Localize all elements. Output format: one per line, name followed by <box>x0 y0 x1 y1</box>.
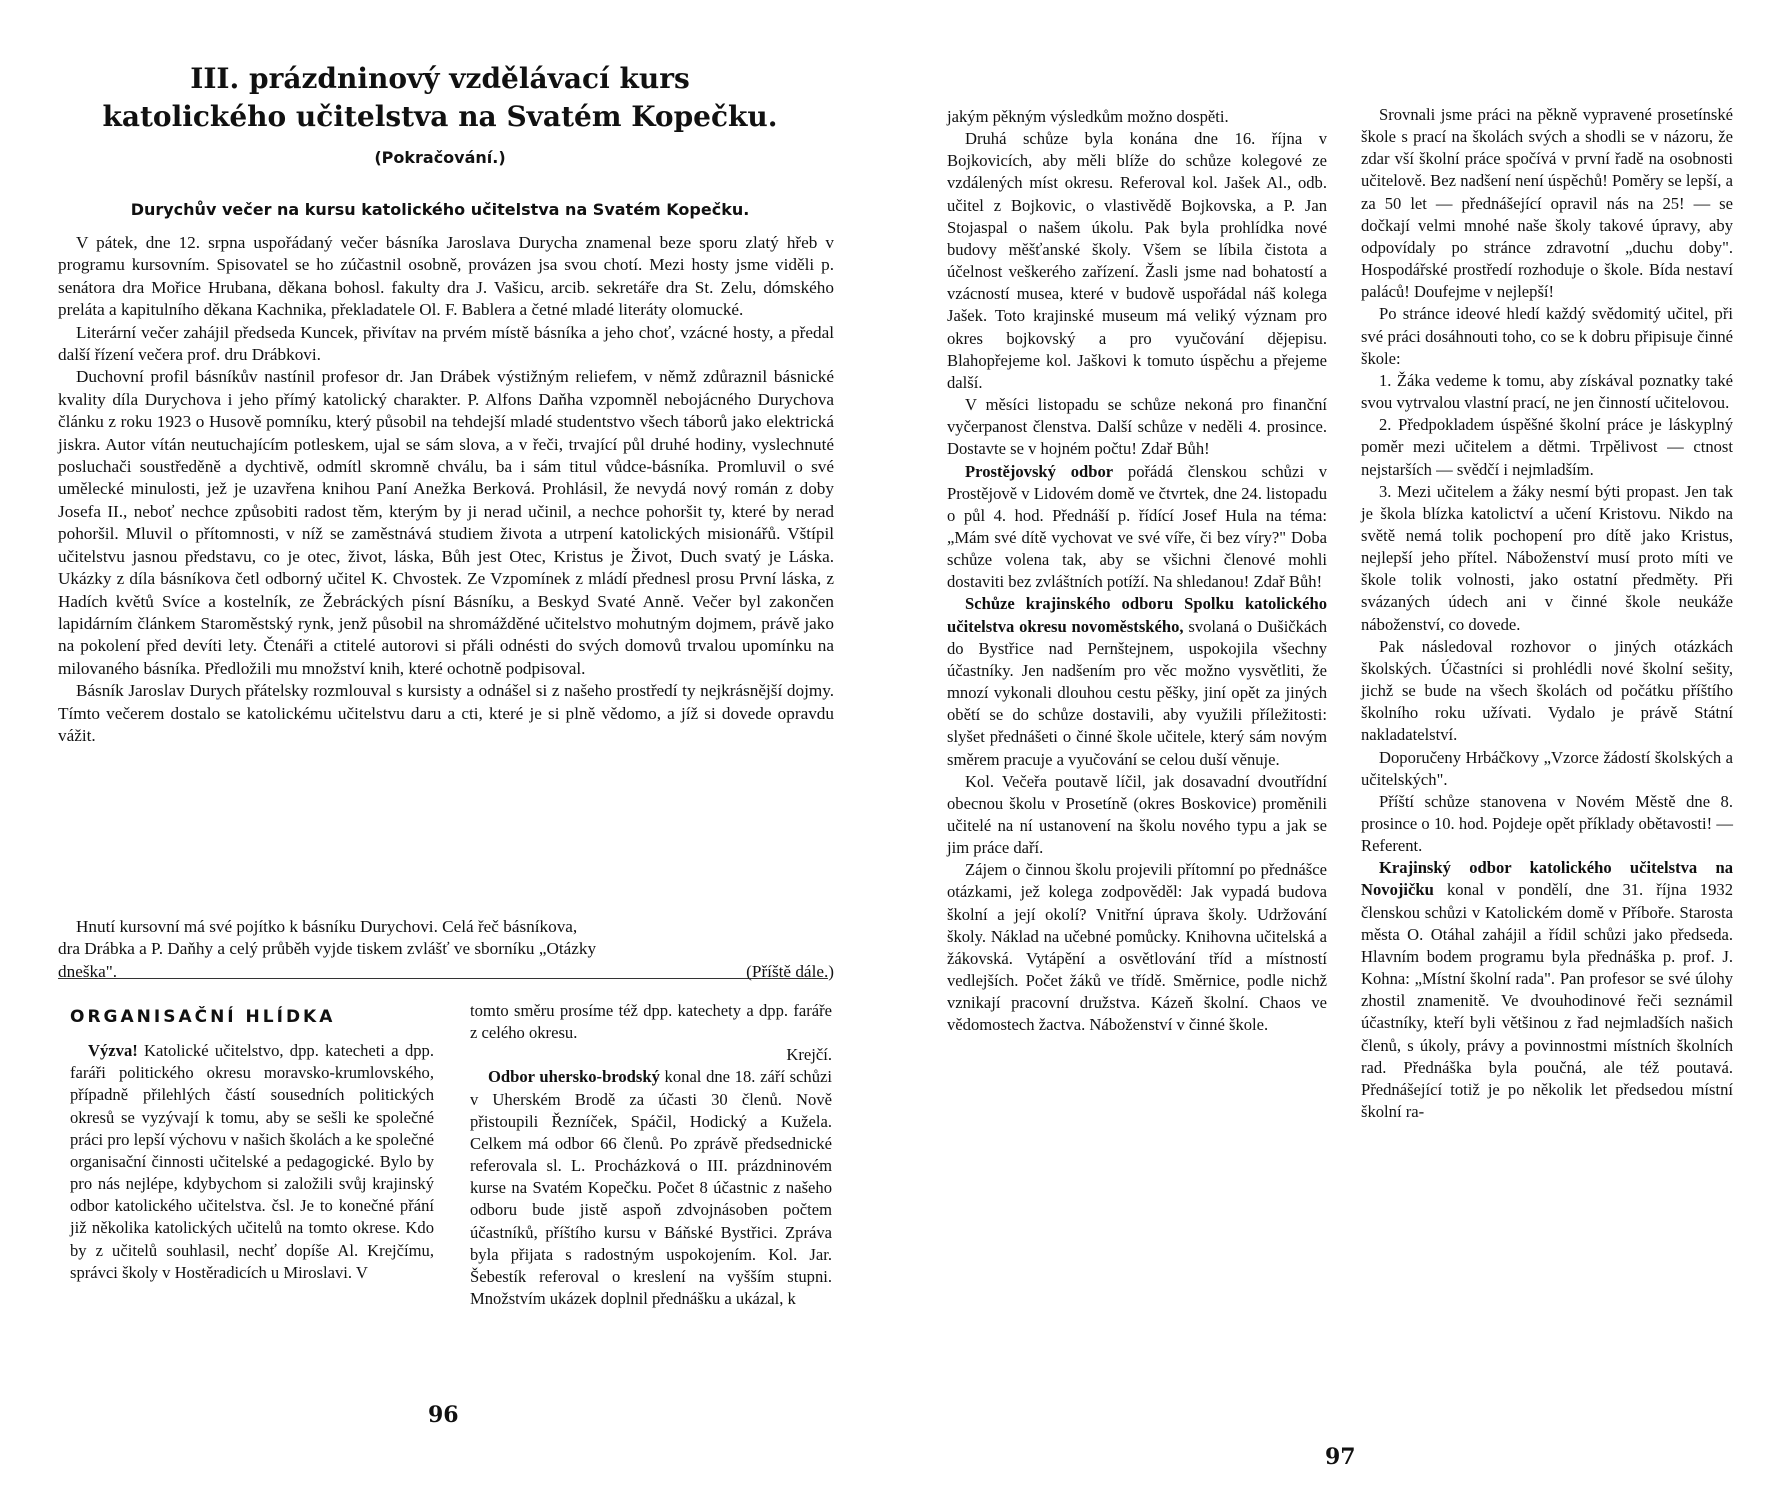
closing-line-3-text: dneška". <box>58 961 118 981</box>
signature: Krejčí. <box>786 1045 832 1065</box>
continued-note: (Příště dále.) <box>746 961 834 981</box>
article-subtitle: (Pokračování.) <box>374 148 506 167</box>
column-paragraph: 3. Mezi učitelem a žáky nesmí býti propast. Jen tak je škola blízka katolictví a učení Kristovu. Nikdo na světě nemá tolik pochopení pro dítě jako Kristus, nejlepší jeho přítel. Náboženství musí proto míti ve škole tolik volnosti, jako ostatní předměty. Při svázaných údech ani v činné škole neukáže náboženství, co dovede. <box>1361 481 1733 634</box>
column-paragraph <box>1361 857 1733 1123</box>
column-paragraph: Druhá schůze byla konána dne 16. října v Bojkovicích, aby měli blíže do schůze kolegové ze vzdálených míst okresu. Referoval kol. Jašek Al., odb. učitel z Bojkovic, o vlastivědě Bojkovska, a P. Jan Stojaspal o našem úkolu. Pak byla prohlídka nové budovy měšťanské školy. Všem se líbila čistota a účelnost veškerého zařízení. Žasli jsme nad bohatostí a vzácností musea, které v budově uspořádal náš kolega Jašek. Toto krajinské museum má veliký význam pro okres bojkovský a pro vyučování dějepisu. Blahopřejeme kol. Jaškovi k tomuto úspěchu a přejeme další. <box>947 129 1327 392</box>
column-3 <box>947 106 1327 1037</box>
article-paragraph: Duchovní profil básníkův nastínil profesor dr. Jan Drábek výstižným reliefem, v němž zdůraznil básnické kvality díla Durychova i jeho přímý katolický charakter. P. Alfons Daňha vzpomněl nebojácného Durychova článku z roku 1923 o Husově pomníku, který působil na tehdejší mladé studentstvo všech táborů jako elektrická jiskra. Autor vítán neutuchajícím potleskem, ujal se sám slova, a v řeči, trvající půl druhé hodiny, vyslechnuté posluchači soustředěně a dychtivě, odmítl skromně chválu, ba i sám titul vůdce-básníka. Promluvil o své umělecké minulosti, jež je uzavřena knihou Paní Anežka Berková. Prohlásil, že nevydá nový román z doby Josefa II., neboť nechce způsobiti radost těm, kterým by ji nerad učinil, a nechce pohoršit ty, které by nerad pohoršil. Mluvil o přítomnosti, v níž se zaměstnává studiem života a utrpení katolických misionářů. Vštípil učitelstvu jasnou představu, co je otec, život, láska, Bůh jest Otec, Kristus je Život, Duch svatý je Láska. Ukázky z díla básníkova četl odborný učitel K. Chvostek. Ze Vzpomínek z mládí přednesl prosu První láska, z Hadích květů Svíce a kostelník, ze Žebráckých písní Básníku, a Beskyd Svaté Anně. Večer byl zakončen lapidárním článkem Staroměstský rynk, jenž působil na shromážděné učitelstvo mohutným dojmem, právě jako na pokolení před devíti lety. Čtenáři a ctitelé autorovi si přáli odnésti do svých domovů trvalou upomínku na milovaného básníka. Předložili mu množství knih, které ochotně podpisoval. <box>58 367 834 678</box>
paragraph-text: konal dne 18. září schůzi v Uherském Brodě za účasti 30 členů. Nově přistoupili Řezníček, Spáčil, Hodický a Kužela. Celkem má odbor 66 členů. Po zprávě předsednické referovala sl. L. Procházková o III. prázdninovém kurse na Svatém Kopečku. Počet 8 účastnic z našeho odboru bude jistě aspoň zdvojnásoben počtem účastníků, příštího kursu v Báňské Bystřici. Zpráva byla přijata s radostným uspokojením. Kol. Jar. Šebestík referoval o kreslení na vyšším stupni. Množstvím ukázek doplnil přednášku a ukázal, k <box>470 1067 832 1309</box>
column-paragraph: 1. Žáka vedeme k tomu, aby získával poznatky také svou vytrvalou vlastní prací, ne jen činností učitelovou. <box>1361 370 1733 413</box>
column-1 <box>70 1006 434 1284</box>
column-paragraph <box>70 1040 434 1284</box>
page-number: 96 <box>428 1402 459 1428</box>
column-paragraph <box>947 461 1327 594</box>
column-2 <box>470 1000 832 1310</box>
lead-text: Odbor uhersko-brodský <box>488 1067 660 1087</box>
closing-line-1: Hnutí kursovní má své pojítko k básníku Durychovi. Celá řeč básníkova, <box>76 917 578 936</box>
page-number: 97 <box>1325 1444 1356 1470</box>
article-title <box>40 60 840 136</box>
column-paragraph: Doporučeny Hrbáčkovy „Vzorce žádostí školských a učitelských". <box>1361 747 1733 789</box>
article-paragraph: V pátek, dne 12. srpna uspořádaný večer básníka Jaroslava Durycha znamenal beze sporu zlatý hřeb v programu kursovním. Spisovatel se ho zúčastnil osobně, provázen jsa svou chotí. Mezi hosty jsme viděli p. senátora dra Mořice Hrubana, děkana bohosl. fakulty dra J. Vašicu, arcib. sekretáře dra St. Zelu, dómského preláta a kapitulního děkana Kachnika, překladatele Ol. F. Bablera a četné mladé literáty olomucké. <box>58 233 834 320</box>
paragraph-text: konal v pondělí, dne 31. října 1932 členskou schůzi v Katolickém domě v Příboře. Starosta města O. Otáhal zahájil a řídil schůzi jako předseda. Hlavním bodem programu byla přednáška p. prof. J. Kohna: „Místní školní rada". Pan profesor se své úlohy zhostil znamenitě. Ve dvouhodinové řeči seznámil účastníky, kteří byli většinou z řad nejmladších našich členů, s úkoly, právy a povinnostmi místních školních rad. Přednáška byla poučná, ale též poutavá. Přednášející totiž je po několik let předsedou místní školní ra- <box>1361 880 1733 1122</box>
article-paragraph: Básník Jaroslav Durych přátelsky rozmlouval s kursisty a odnášel si z našeho prostředí ty nejkrásnější dojmy. Tímto večerem dostalo se katolickému učitelstvu daru a cti, které je si plně vědomo, a jíž si dovede opravdu vážit. <box>58 681 834 745</box>
org-heading: ORGANISAČNÍ HLÍDKA <box>70 1007 336 1027</box>
column-paragraph: V měsíci listopadu se schůze nekoná pro finanční vyčerpanost členstva. Další schůze v neděli 4. prosince. Dostavte se v hojném počtu! Zdař Bůh! <box>947 395 1327 459</box>
paragraph-text: Katolické učitelstvo, dpp. katecheti a dpp. faráři politického okresu moravsko-krumlovského, případně přilehlých částí sousedních politických okresů se vyzývají k tomu, aby se sešli ke společné práci pro lepší výchovu v našich školách a ke společné organisační činnosti učitelské a pedagogické. Bylo by pro nás nejlépe, kdybychom si založili svůj krajinský odbor katolického učitelstva. čsl. Je to konečné přání již několika katolických učitelů na tomto okrese. Kdo by z učitelů souhlasil, nechť dopíše Al. Krejčímu, správci školy v Hostěradicích u Miroslavi. V <box>70 1041 434 1282</box>
closing-line-2: dra Drábka a P. Daňhy a celý průběh vyjde tiskem zvlášť ve sborníku „Otázky <box>58 939 597 959</box>
column-paragraph: Příští schůze stanovena v Novém Městě dne 8. prosince o 10. hod. Pojdeje opět příklady obětavosti! — Referent. <box>1361 791 1733 856</box>
article-body <box>58 232 834 747</box>
title-line-2: katolického učitelstva na Svatém Kopečku. <box>102 100 778 133</box>
column-paragraph: tomto směru prosíme též dpp. katechety a dpp. faráře z celého okresu. <box>470 1001 832 1043</box>
lead-text: Krajinský odbor katolického učitelstva na Novojičku <box>1361 858 1733 900</box>
lead-text: Prostějovský odbor <box>965 461 1114 481</box>
column-paragraph: Pak následoval rozhovor o jiných otázkách školských. Účastníci si prohlédli nové školní sešity, jichž se bude na všech školách od počátku příštího školního roku užívati. Vydalo je právě Státní nakladatelství. <box>1361 636 1733 745</box>
paragraph-text: svolaná o Dušičkách do Bystřice nad Pernštejnem, uspokojila všechny účastníky. Jen nadšením pro věc možno vysvětliti, že mnozí vykonali dlouhou cestu pěšky, jiní opět za jiných obětí se do schůze dostavili, aby využili příležitosti: slyšet přednášeti o činné škole učitele, který sám novým směrem pracuje a vyučování se celou duší věnuje. <box>947 616 1327 769</box>
column-paragraph: Zájem o činnou školu projevili přítomní po přednášce otázkami, jež kolega zodpověděl: Jak vypadá budova školní a její okolí? Vnitřní úprava školy. Udržování školy. Náklad na učebné pomůcky. Knihovna učitelská a žákovská. Vytápění a osvětlování tříd a místností vedlejších. Počet žáků ve třídě. Směrnice, podle nichž vznikají pracovní družstva. Kázeň školní. Chaos ve vědomostech žactva. Náboženství v činné škole. <box>947 860 1327 1035</box>
closing-line-3 <box>58 961 834 983</box>
column-paragraph: Srovnali jsme práci na pěkně vypravené prosetínské škole s prací na školách svých a shodli se v názoru, že zdar vší školní práce spočívá v první řadě na osobnosti učitelově. Bez nadšení není úspěchů! Poměry se lepší, a za 50 let — přednášející opravil nás na 25! — se dočkají velmi mnohé naše školy takové úpravy, aby odpovídaly po stránce zdravotní „duchu doby". Hospodářské prostředí rozhoduje o škole. Bída nestaví paláců! Doufejme v nejlepší! <box>1361 105 1733 302</box>
column-paragraph: jakým pěkným výsledkům možno dospěti. <box>947 107 1229 126</box>
column-paragraph: Kol. Večeřa poutavě líčil, jak dosavadní dvoutřídní obecnou školu v Prosetíně (okres Boskovice) proměnili učitelé na ní ustanovení na školu nového typu a jak se jim práce daří. <box>947 771 1327 858</box>
column-paragraph: 2. Předpokladem úspěšné školní práce je láskyplný poměr mezi učitelem a dětmi. Trpělivost — ctnost nejstarších — svědčí i nejmladším. <box>1361 415 1733 479</box>
lead-text: Výzva! <box>88 1041 138 1061</box>
section-heading: Durychův večer na kursu katolického učitelstva na Svatém Kopečku. <box>130 200 750 219</box>
title-line-1: III. prázdninový vzdělávací kurs <box>190 62 690 95</box>
lead-text: Schůze krajinského odboru Spolku katolického učitelstva okresu novoměstského, <box>947 594 1327 636</box>
column-paragraph <box>947 593 1327 770</box>
column-4 <box>1361 104 1733 1123</box>
column-paragraph <box>470 1066 832 1310</box>
article-closing <box>58 916 834 983</box>
section-divider <box>58 978 828 979</box>
article-paragraph: Literární večer zahájil předseda Kuncek, přivítav na prvém místě básníka a jeho choť, vzácné hosty, a předal další řízení večera prof. dru Drábkovi. <box>58 322 834 365</box>
right-page <box>889 0 1778 1500</box>
column-paragraph: Po stránce ideové hledí každý svědomitý učitel, při své práci dosáhnouti toho, co se k dobru připisuje činné škole: <box>1361 304 1733 368</box>
paragraph-text: pořádá členskou schůzi v Prostějově v Lidovém domě ve čtvrtek, dne 24. listopadu o půl 4. hod. Přednáší p. řídící Josef Hula na téma: „Mám své dítě vychovat ve své víře, či bez víry?" Doba schůze volena tak, aby se všichni členové mohli dostaviti bez zvláštních potíží. Na shledanou! Zdař Bůh! <box>947 461 1328 592</box>
